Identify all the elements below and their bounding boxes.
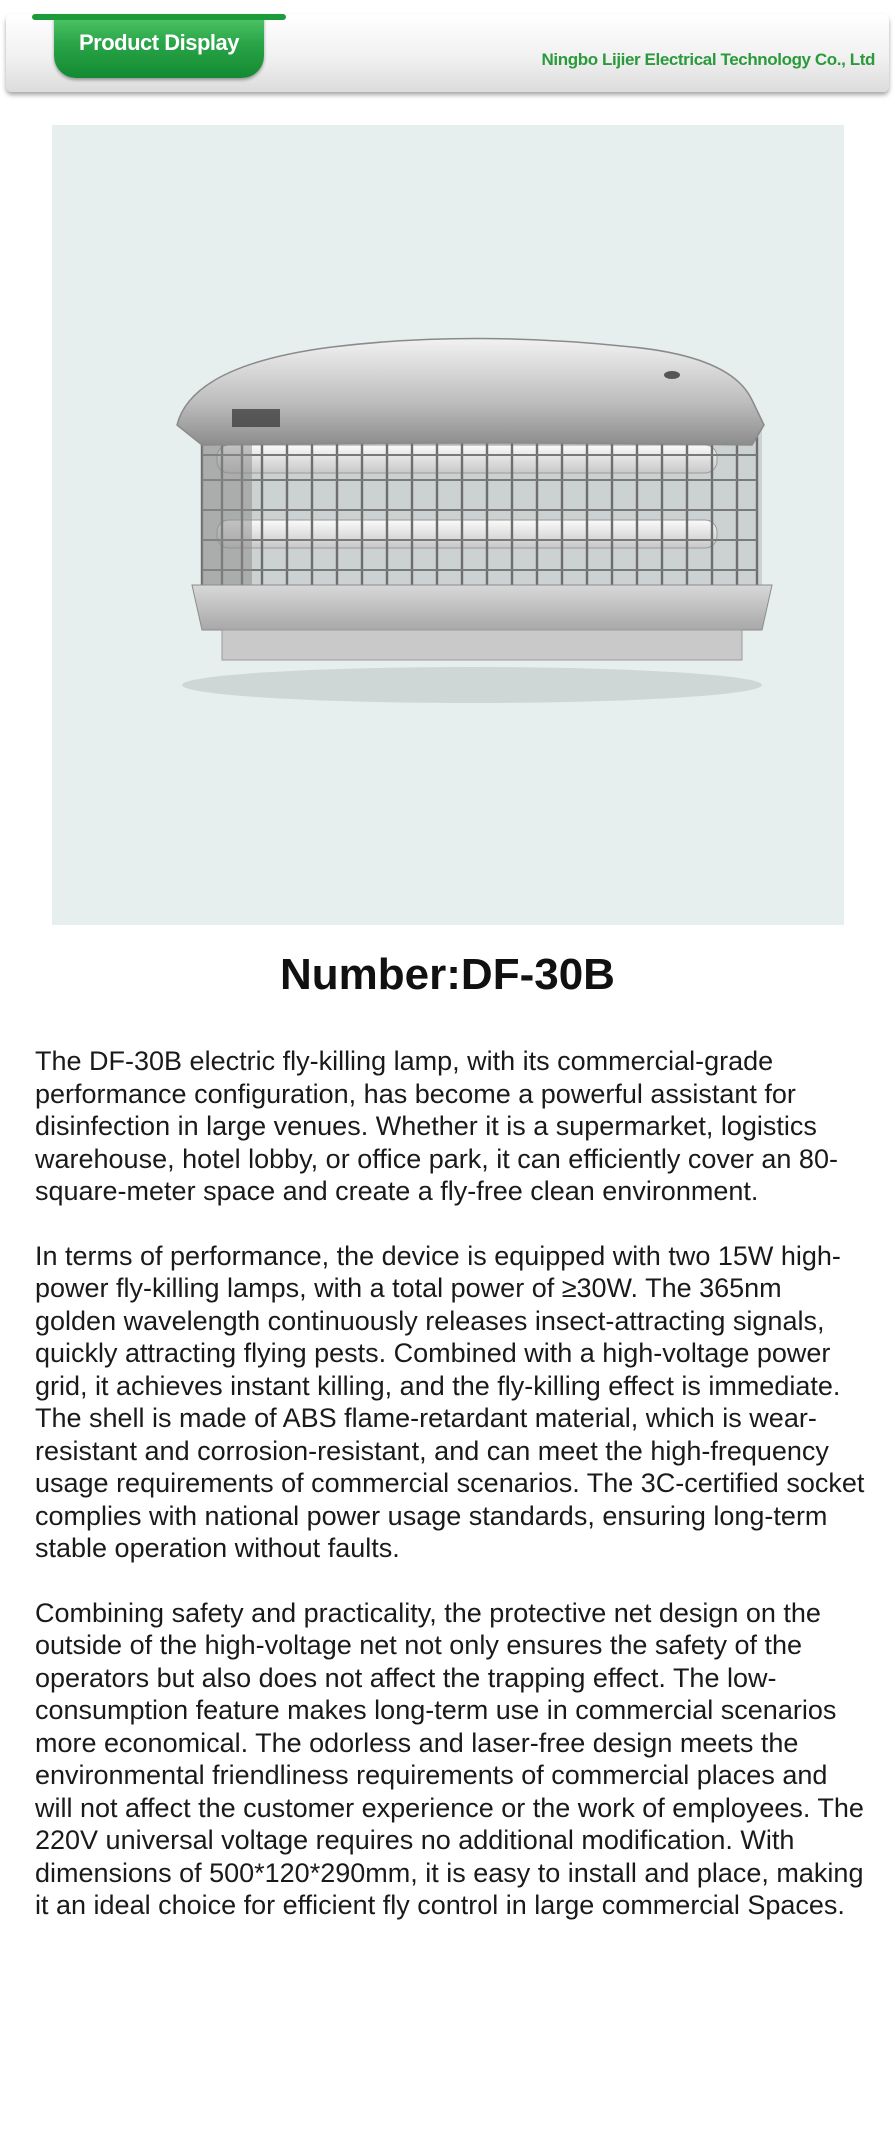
description-paragraph: The DF-30B electric fly-killing lamp, with its commercial-grade performance configuration, has become a powerful assistant for disinfection in large venues. Whether it is a supermarket, logistics warehouse, hotel lobby, or office park, it can efficiently cover an 80-square-meter space and create a fly-free clean environment.: [35, 1046, 838, 1206]
fly-killing-lamp-photo-icon: [52, 125, 844, 925]
product-description: [35, 1045, 865, 1954]
header-banner: [6, 14, 889, 92]
product-photo: [52, 125, 844, 925]
description-paragraph: In terms of performance, the device is equipped with two 15W high-power fly-killing lamps, with a total power of ≥30W. The 365nm golden wavelength continuously releases insect-attracting signals, quickly attracting flying pests. Combined with a high-voltage power grid, it achieves instant killing, and the fly-killing effect is immediate. The shell is made of ABS flame-retardant material, which is wear-resistant and corrosion-resistant, and can meet the high-frequency usage requirements of commercial scenarios. The 3C-certified socket complies with national power usage standards, ensuring long-term stable operation without faults.: [35, 1240, 865, 1563]
company-name: Ningbo Lijier Electrical Technology Co., Ltd: [541, 50, 875, 69]
description-paragraph: Combining safety and practicality, the protective net design on the outside of the high-voltage net not only ensures the safety of the operators but also does not affect the trapping effect. The low-consumption feature makes long-term use in commercial scenarios more economical. The odorless and laser-free design meets the environmental friendliness requirements of commercial places and will not affect the customer experience or the work of employees. The 220V universal voltage requires no additional modification. With dimensions of 500*120*290mm, it is easy to install and place, making it an ideal choice for efficient fly control in large commercial Spaces.: [35, 1597, 864, 1920]
tab-label: Product Display: [79, 30, 239, 55]
product-number-title: Number:DF-30B: [280, 950, 615, 999]
product-display-tab[interactable]: [54, 14, 264, 78]
